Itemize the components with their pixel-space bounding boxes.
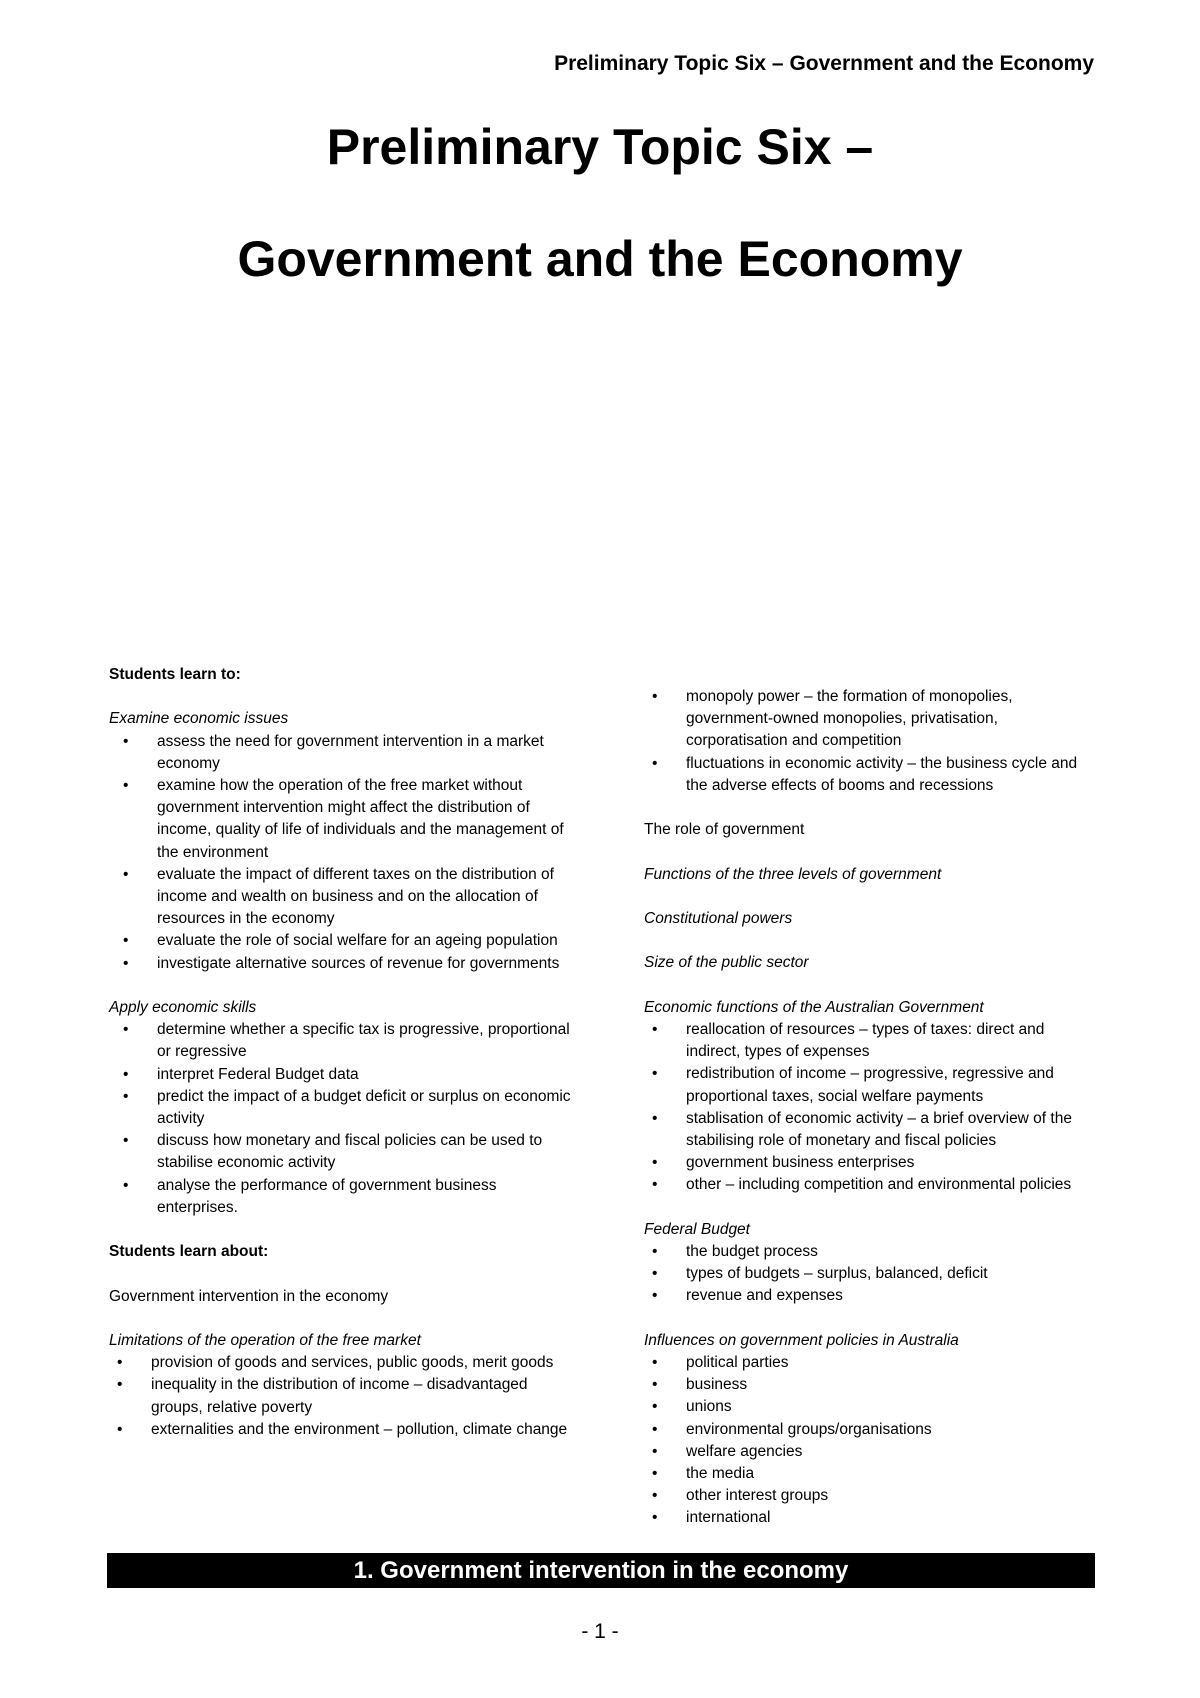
- list-item: • assess the need for government intervention in a market economy: [109, 731, 579, 775]
- budget-list: [644, 1241, 1084, 1308]
- list-item: • fluctuations in economic activity – the business cycle and the adverse effects of booms and recessions: [644, 753, 1084, 797]
- examine-list: [109, 731, 579, 975]
- market-failure-list-continued: [644, 686, 1084, 797]
- constitutional-heading: Constitutional powers: [644, 909, 793, 927]
- functions-heading: Functions of the three levels of government: [644, 865, 942, 883]
- list-item: • discuss how monetary and fiscal policies can be used to stabilise economic activity: [109, 1130, 579, 1174]
- list-item: • the budget process: [644, 1241, 1084, 1263]
- list-item: • government business enterprises: [644, 1152, 1084, 1174]
- list-item: • other – including competition and environmental policies: [644, 1174, 1084, 1196]
- size-heading: Size of the public sector: [644, 954, 809, 972]
- list-item: • interpret Federal Budget data: [109, 1064, 579, 1086]
- list-item: • investigate alternative sources of revenue for governments: [109, 953, 579, 975]
- list-item: • revenue and expenses: [644, 1285, 1084, 1307]
- list-item: • predict the impact of a budget deficit or surplus on economic activity: [109, 1086, 579, 1130]
- list-item: • unions: [644, 1396, 1084, 1418]
- intervention-heading: Government intervention in the economy: [109, 1287, 389, 1305]
- list-item: • political parties: [644, 1352, 1084, 1374]
- list-item: • evaluate the role of social welfare for an ageing population: [109, 930, 579, 952]
- apply-list: [109, 1019, 579, 1219]
- influences-heading: Influences on government policies in Australia: [644, 1331, 959, 1349]
- left-column: [109, 664, 579, 1441]
- economic-functions-heading: Economic functions of the Australian Government: [644, 998, 984, 1016]
- list-item: • other interest groups: [644, 1485, 1084, 1507]
- list-item: • reallocation of resources – types of taxes: direct and indirect, types of expenses: [644, 1019, 1084, 1063]
- role-heading: The role of government: [644, 821, 805, 839]
- list-item: • redistribution of income – progressive, regressive and proportional taxes, social welfare payments: [644, 1063, 1084, 1107]
- section-heading-bar: 1. Government intervention in the economy: [107, 1553, 1095, 1588]
- list-item: • international: [644, 1507, 1084, 1529]
- economic-functions-list: [644, 1019, 1084, 1197]
- page-title-line-2: Government and the Economy: [237, 231, 963, 287]
- list-item: • business: [644, 1374, 1084, 1396]
- influences-list: [644, 1352, 1084, 1530]
- page-title-line-1: Preliminary Topic Six –: [326, 119, 874, 175]
- right-column: [644, 686, 1084, 1530]
- list-item: • types of budgets – surplus, balanced, deficit: [644, 1263, 1084, 1285]
- budget-heading: Federal Budget: [644, 1220, 750, 1238]
- list-item: • inequality in the distribution of income – disadvantaged groups, relative poverty: [109, 1374, 579, 1418]
- list-item: • externalities and the environment – pollution, climate change: [109, 1419, 579, 1441]
- page-number: - 1 -: [581, 1620, 619, 1643]
- list-item: • analyse the performance of government business enterprises.: [109, 1175, 579, 1219]
- list-item: • monopoly power – the formation of monopolies, government-owned monopolies, privatisation, corporatisation and competition: [644, 686, 1084, 753]
- apply-heading: Apply economic skills: [109, 999, 257, 1017]
- list-item: • environmental groups/organisations: [644, 1419, 1084, 1441]
- list-item: • evaluate the impact of different taxes on the distribution of income and wealth on business and on the allocation of resources in the economy: [109, 864, 579, 931]
- limitations-list: [109, 1352, 579, 1441]
- list-item: • determine whether a specific tax is progressive, proportional or regressive: [109, 1019, 579, 1063]
- list-item: • the media: [644, 1463, 1084, 1485]
- list-item: • examine how the operation of the free market without government intervention might affect the distribution of income, quality of life of individuals and the management of the environment: [109, 775, 579, 864]
- running-header: Preliminary Topic Six – Government and the Economy: [554, 52, 1094, 75]
- examine-heading: Examine economic issues: [109, 710, 289, 728]
- list-item: • stablisation of economic activity – a brief overview of the stabilising role of monetary and fiscal policies: [644, 1108, 1084, 1152]
- learn-to-heading: Students learn to:: [109, 666, 241, 683]
- list-item: • welfare agencies: [644, 1441, 1084, 1463]
- learn-about-heading: Students learn about:: [109, 1243, 269, 1261]
- list-item: • provision of goods and services, public goods, merit goods: [109, 1352, 579, 1374]
- limitations-heading: Limitations of the operation of the free market: [109, 1332, 421, 1350]
